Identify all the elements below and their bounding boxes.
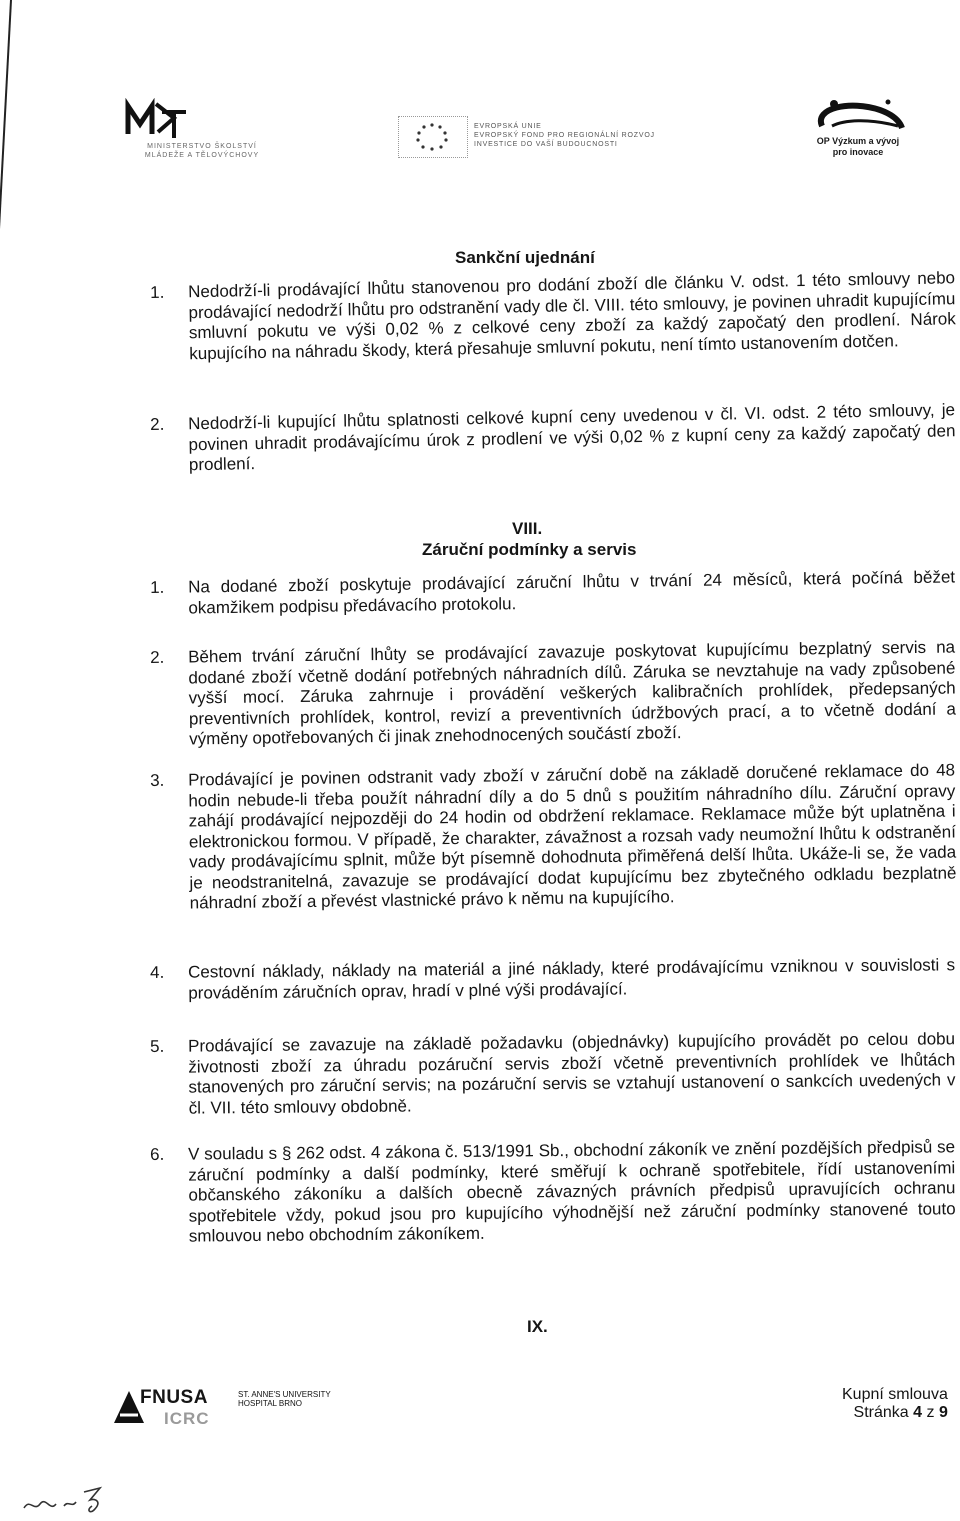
item-number: 1. [150, 577, 165, 597]
item-number: 5. [150, 1036, 165, 1056]
section-viii-title: Záruční podmínky a servis [422, 540, 637, 559]
fnusa-logo [112, 1385, 342, 1435]
university-name [238, 1390, 331, 1408]
item-text: Nedodrží-li prodávající lhůtu stanovenou pro dodání zboží dle článku V. odst. 1 této smlouvy nebo prodávající nedodrží lhůtu pro odstranění vady dle čl. VIII. této smlouvy, je povinen uhradit kupujícímu smluvní pokutu ve výši 0,02 % z celkové ceny zboží za každý započatý den prodlení. Nárok kupujícího na náhradu škody, která přesahuje smluvní pokutu, není tímto ustanovením dotčen. [187, 268, 956, 363]
section-viii-number: VIII. [512, 519, 543, 538]
eu-text [474, 122, 655, 149]
viii-item-5 [150, 1029, 956, 1119]
op-swoosh-icon [810, 96, 906, 136]
fnusa-name: FNUSA [140, 1387, 208, 1408]
page-label: Stránka [853, 1404, 909, 1421]
msmt-line-1: MINISTERSTVO ŠKOLSTVÍ [147, 143, 257, 150]
item-number: 2. [150, 414, 165, 434]
msmt-logo [92, 98, 312, 158]
handwritten-initials-icon [20, 1478, 130, 1518]
university-line-1: ST. ANNE'S UNIVERSITY [238, 1390, 331, 1399]
eu-stars-icon [404, 122, 460, 152]
item-number: 6. [150, 1144, 165, 1164]
viii-item-4 [150, 955, 955, 1004]
op-vavpi-logo [800, 96, 910, 166]
eu-line-2: EVROPSKÝ FOND PRO REGIONÁLNÍ ROZVOJ [474, 132, 655, 139]
msmt-subtitle [92, 142, 312, 160]
section-ix-number: IX. [527, 1317, 548, 1336]
page-number [842, 1404, 948, 1422]
viii-item-1 [150, 567, 955, 619]
eu-logo [398, 116, 698, 160]
university-line-2: HOSPITAL BRNO [238, 1399, 303, 1408]
msmt-line-2: MLÁDEŽE A TĚLOVÝCHOVY [144, 152, 260, 159]
page-separator: z [926, 1404, 935, 1421]
op-line-2: pro inovace [832, 147, 884, 157]
sankcni-item-1 [150, 268, 956, 365]
page-footer [842, 1386, 948, 1422]
eu-line-1: EVROPSKÁ UNIE [474, 123, 542, 130]
op-line-1: OP Výzkum a vývoj [816, 136, 900, 146]
item-text: Prodávající je povinen odstranit vady zboží v záruční době na základě doručené reklamace do 48 hodin nebude-li třeba použít náhradní díly a do 5 dnů s použitím náhradního dílu. Záruční opravy zahájí prodávající nejpozději do 24 hodin od obdržení reklamace. Reklamace může být uplatněna i elektronickou formou. V případě, že charakter, závažnost a rozsah vady neumožní lhůtu k odstranění vady prodávajícímu splnit, může být písemně dohodnuta přiměřená delší lhůta. Ukáže-li se, že vada je neodstranitelná, zavazuje se prodávající dodat kupujícímu bez zbytečného odkladu bezplatně náhradní zboží a převést vlastnické právo k němu na kupujícího. [187, 760, 957, 913]
document-name: Kupní smlouva [842, 1386, 948, 1403]
item-text: V souladu s § 262 odst. 4 zákona č. 513/1991 Sb., obchodní zákoník ve znění pozdějších předpisů se záruční podmínky a další podmínky, které směřují k ochraně spotřebitele, řídí ustanoveními občanského zákoníku a dalších obecně závazných právních předpisů upravujících ochranu spotřebitele vždy, pokud jsou pro kupujícího výhodnější než záruční podmínky stanovené touto smlouvou nebo obchodním zákoníkem. [187, 1137, 956, 1246]
item-text: Cestovní náklady, náklady na materiál a jiné náklady, které prodávajícímu vzniknou v souvislosti s prováděním záručních oprav, hradí v plné výši prodávající. [187, 955, 956, 1003]
icrc-name: ICRC [164, 1409, 210, 1428]
item-text: Na dodané zboží poskytuje prodávající záruční lhůtu v trvání 24 měsíců, která počíná běžet okamžikem podpisu předávacího protokolu. [187, 567, 956, 617]
item-text: Nedodrží-li kupující lhůtu splatnosti celkové kupní ceny uvedenou v čl. VI. odst. 2 této smlouvy, je povinen uhradit prodávajícímu úrok z prodlení ve výši 0,02 % z kupní ceny za každý započatý den prodlení. [187, 400, 956, 475]
page-current: 4 [913, 1404, 923, 1421]
sankcni-item-2 [150, 400, 956, 476]
op-text [806, 136, 910, 158]
item-number: 4. [150, 962, 165, 982]
sankcni-heading: Sankční ujednání [455, 248, 595, 267]
eu-line-3: INVESTICE DO VAŠÍ BUDOUCNOSTI [474, 141, 618, 148]
viii-item-2 [150, 637, 956, 750]
item-number: 2. [150, 647, 165, 667]
item-number: 1. [150, 282, 165, 302]
page-total: 9 [938, 1404, 948, 1421]
msmt-mark-icon [124, 98, 188, 140]
item-number: 3. [150, 770, 165, 790]
viii-item-3 [150, 760, 957, 914]
viii-item-6 [150, 1137, 956, 1247]
scan-edge-line [0, 0, 12, 250]
item-text: Prodávající se zavazuje na základě požadavku (objednávky) kupujícího provádět po celou dobu životnosti zboží za úhradu pozáruční servis zboží včetně preventivních prohlídek ve lhůtách stanovených pro záruční servis; na pozáruční servis se vztahují ustanovení o sankcích uvedených v čl. VII. této smlouvy obdobně. [187, 1029, 956, 1118]
item-text: Během trvání záruční lhůty se prodávající zavazuje poskytovat kupujícímu bezplatný servis na dodané zboží včetně dodání potřebných náhradních dílů. Záruka se nevztahuje na vady způsobené vyšší mocí. Záruka zahrnuje i provádění veškerých kalibračních prohlídek, předepsaných preventivních prohlídek, kontrol, revizí a preventivních údržbových prací, a to včetně dodání a výměny opotřebovaných či jinak znehodnocených součástí zboží. [187, 637, 956, 749]
